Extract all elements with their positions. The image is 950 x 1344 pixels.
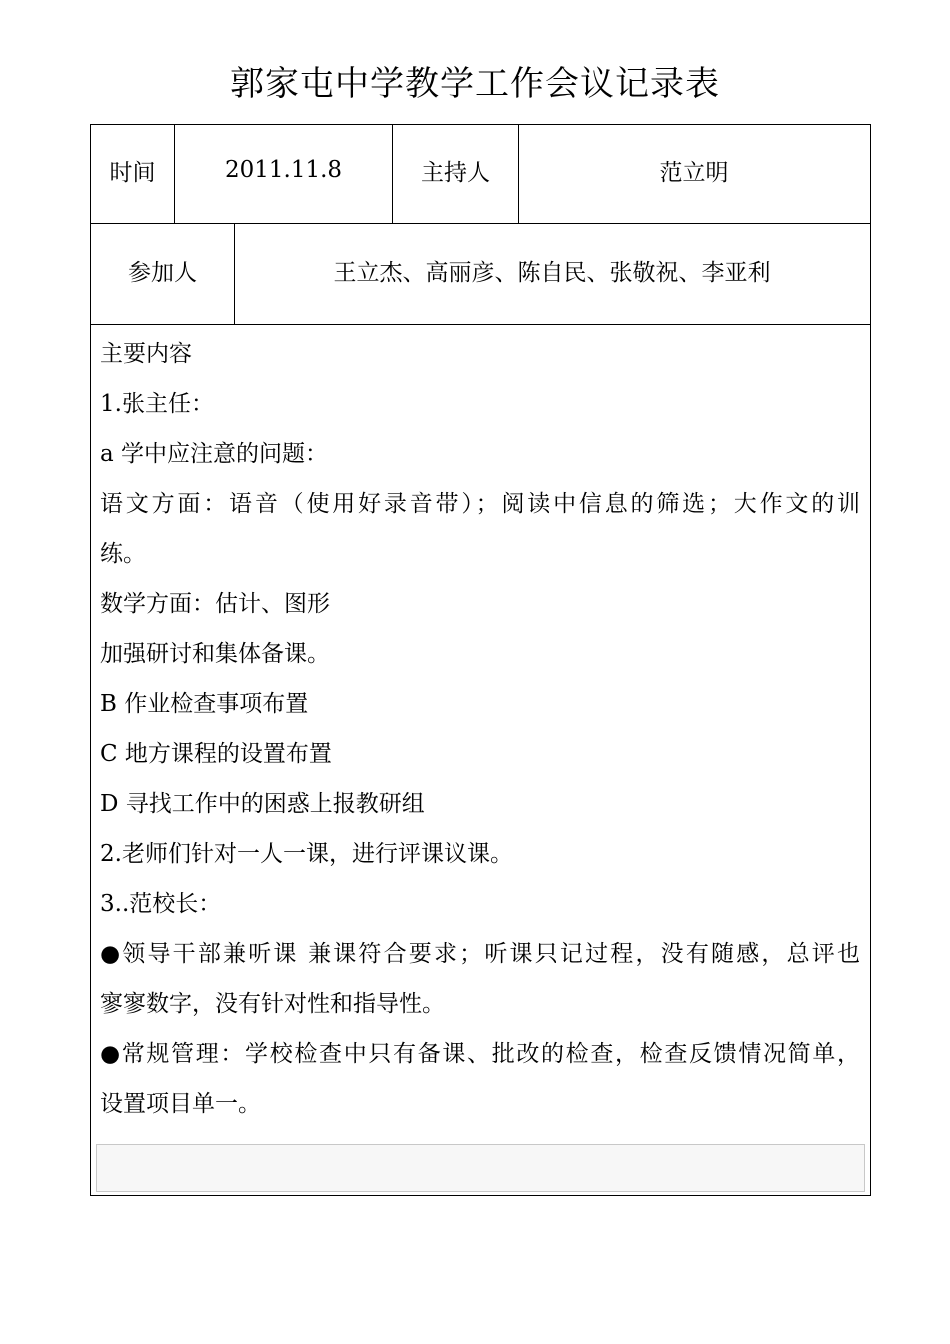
content-line: 加强研讨和集体备课。 bbox=[100, 641, 330, 667]
info-row-time-host bbox=[91, 125, 870, 224]
content-line: ●领导干部兼听课 兼课符合要求；听课只记过程，没有随感，总评也 bbox=[100, 941, 860, 967]
content-line: C 地方课程的设置布置 bbox=[100, 741, 332, 767]
content-line: 练。 bbox=[100, 541, 146, 567]
content-line: ●常规管理：学校检查中只有备课、批改的检查，检查反馈情况简单， bbox=[100, 1041, 860, 1067]
main-content bbox=[91, 325, 870, 1129]
content-line: 设置项目单一。 bbox=[100, 1091, 261, 1117]
info-row-attendees bbox=[91, 224, 870, 325]
attendees-label: 参加人 bbox=[91, 224, 235, 324]
time-value: 2011.11.8 bbox=[175, 125, 393, 223]
content-line: B 作业检查事项布置 bbox=[100, 691, 309, 717]
empty-inner-box bbox=[96, 1144, 865, 1192]
content-line: 语文方面：语音（使用好录音带）；阅读中信息的筛选；大作文的训 bbox=[100, 491, 860, 517]
content-line: 数学方面：估计、图形 bbox=[100, 591, 330, 617]
page-title: 郭家屯中学教学工作会议记录表 bbox=[230, 64, 720, 104]
host-label: 主持人 bbox=[393, 125, 519, 223]
time-label: 时间 bbox=[91, 125, 175, 223]
content-line: 3..范校长： bbox=[100, 891, 222, 917]
attendees-value: 王立杰、高丽彦、陈自民、张敬祝、李亚利 bbox=[333, 259, 771, 286]
content-line: 2.老师们针对一人一课，进行评课议课。 bbox=[100, 841, 513, 867]
content-line: a 学中应注意的问题： bbox=[100, 441, 329, 467]
host-value: 范立明 bbox=[659, 159, 729, 186]
meeting-record-form bbox=[90, 124, 871, 1196]
content-heading: 主要内容 bbox=[100, 341, 192, 367]
content-line: 1.张主任： bbox=[100, 391, 214, 417]
content-line: D 寻找工作中的困惑上报教研组 bbox=[100, 791, 425, 817]
content-line: 寥寥数字，没有针对性和指导性。 bbox=[100, 991, 445, 1017]
